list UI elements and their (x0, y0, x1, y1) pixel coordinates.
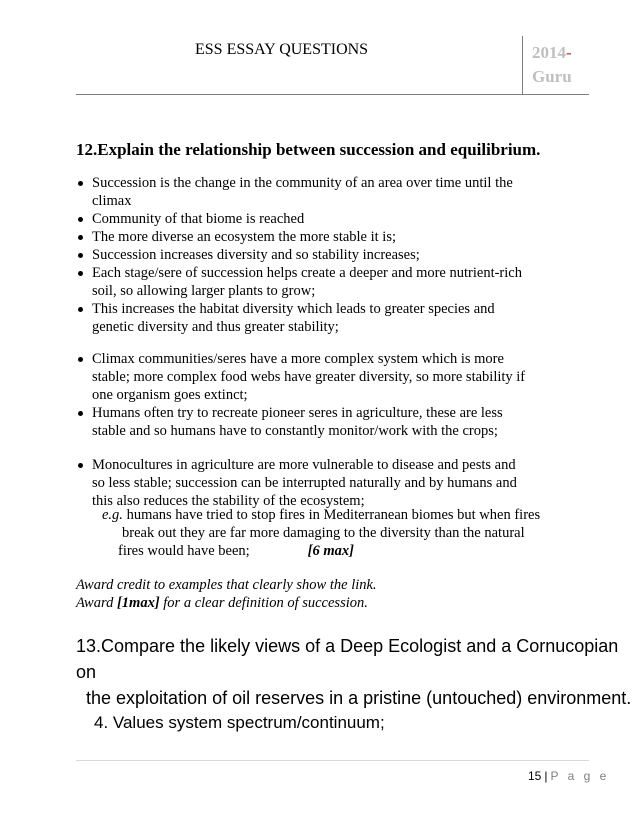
answer-bullet (92, 246, 420, 264)
bullet-line: stable and so humans have to constantly monitor/work with the crops; (92, 423, 498, 439)
bullet-icon (78, 235, 83, 240)
bullet-icon (78, 411, 83, 416)
bullet-line: Succession increases diversity and so stability increases; (92, 247, 420, 263)
page-footer (528, 769, 609, 783)
bullet-line: Succession is the change in the community of an area over time until the (92, 175, 513, 191)
answer-bullet (92, 300, 495, 336)
award-bold: [1max] (116, 595, 160, 611)
bullet-icon (78, 217, 83, 222)
bullet-line: soil, so allowing larger plants to grow; (92, 283, 316, 299)
question-13-title (76, 633, 638, 711)
bullet-icon (78, 271, 83, 276)
bullet-line: this also reduces the stability of the ecosystem; (92, 493, 365, 509)
year-text: 2014 (532, 43, 566, 62)
header-title: ESS ESSAY QUESTIONS (195, 41, 369, 58)
header-subtitle: Guru (532, 67, 572, 86)
footer-separator: | (544, 769, 548, 783)
answer-bullet (92, 350, 525, 404)
header-year (532, 41, 572, 89)
header-rule (76, 94, 589, 95)
example-line-1: humans have tried to stop fires in Mediterranean biomes but when fires (122, 507, 541, 523)
answer-bullet (92, 174, 513, 210)
bullet-line: Monocultures in agriculture are more vulnerable to disease and pests and (92, 457, 516, 473)
example-block (102, 506, 540, 560)
bullet-line: stable; more complex food webs have greater diversity, so more stability if (92, 369, 526, 385)
bullet-icon (78, 181, 83, 186)
page-number: 15 (528, 769, 542, 783)
example-line-3: fires would have been; (118, 543, 250, 559)
header-divider (522, 36, 523, 94)
answer-bullet (92, 404, 503, 440)
max-marks: [6 max] (307, 543, 354, 559)
year-dash: - (566, 43, 572, 62)
bullet-line: This increases the habitat diversity which leads to greater species and (92, 301, 495, 317)
answer-bullet (92, 228, 396, 246)
bullet-line: one organism goes extinct; (92, 387, 248, 403)
bullet-icon (78, 253, 83, 258)
bullet-icon (78, 463, 83, 468)
answer-bullet (92, 456, 517, 510)
footer-rule (76, 760, 589, 761)
answer-4: 4. Values system spectrum/continuum; (94, 713, 385, 732)
question-12-title: 12.Explain the relationship between succession and equilibrium. (76, 140, 541, 159)
award-line-2: Award [1max] for a clear definition of succession. (76, 595, 368, 611)
bullet-line: Humans often try to recreate pioneer seres in agriculture, these are less (92, 405, 503, 421)
bullet-line: genetic diversity and thus greater stability; (92, 319, 339, 335)
bullet-icon (78, 307, 83, 312)
bullet-icon (78, 357, 83, 362)
bullet-line: Each stage/sere of succession helps create a deeper and more nutrient-rich (92, 265, 522, 281)
example-line-2: break out they are far more damaging to the diversity than the natural (122, 525, 525, 541)
bullet-line: Community of that biome is reached (92, 211, 305, 227)
bullet-line: so less stable; succession can be interrupted naturally and by humans and (92, 475, 517, 491)
answer-bullet (92, 264, 522, 300)
answer-bullet (92, 210, 304, 228)
q13-line-1: 13.Compare the likely views of a Deep Ecologist and a Cornucopian on (76, 636, 619, 682)
bullet-line: climax (92, 193, 132, 209)
page-label: P a g e (550, 769, 610, 783)
bullet-line: Climax communities/seres have a more complex system which is more (92, 351, 504, 367)
q13-line-2: the exploitation of oil reserves in a pristine (untouched) environment. (86, 688, 632, 708)
bullet-line: The more diverse an ecosystem the more stable it is; (92, 229, 397, 245)
award-notes (76, 576, 377, 612)
eg-label: e.g. (102, 507, 123, 523)
award-line-1: Award credit to examples that clearly show the link. (76, 577, 377, 593)
